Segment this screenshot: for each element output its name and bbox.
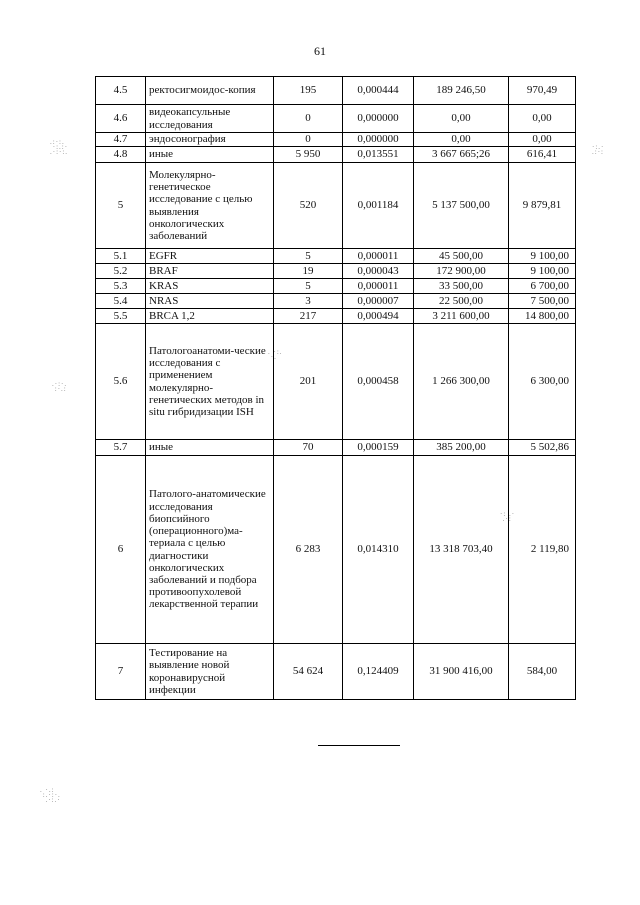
closing-rule [318,745,400,746]
service-share: 0,000458 [343,324,414,440]
service-sum: 45 500,00 [414,249,509,264]
service-average: 14 800,00 [509,309,576,324]
service-count: 70 [274,440,343,456]
service-share: 0,000444 [343,77,414,105]
scan-speckle-cell-b: ·: .· .·: [500,510,516,523]
service-average: 9 100,00 [509,249,576,264]
row-number: 5.2 [96,264,146,279]
service-share: 0,000000 [343,105,414,133]
service-count: 195 [274,77,343,105]
row-number: 4.7 [96,133,146,147]
table-row [96,264,576,279]
service-name: Патологоанатоми-ческие исследования с применением молекулярно-генетических методов in situ гибридизации ISH [146,324,274,440]
service-share: 0,000007 [343,294,414,309]
service-sum: 3 667 665;26 [414,147,509,163]
services-table [95,76,576,700]
row-number: 4.5 [96,77,146,105]
service-count: 3 [274,294,343,309]
row-number: 5.1 [96,249,146,264]
service-name: EGFR [146,249,274,264]
table-row [96,294,576,309]
service-sum: 172 900,00 [414,264,509,279]
service-name: Патолого-анатомические исследования биопсийного (операционного)ма-териала с целью диагностики онкологических заболеваний и подбора противоопухолевой лекарственной терапии [146,456,274,644]
service-average: 9 100,00 [509,264,576,279]
row-number: 5.3 [96,279,146,294]
row-number: 5 [96,163,146,249]
row-number: 4.8 [96,147,146,163]
service-average: 0,00 [509,133,576,147]
service-count: 5 950 [274,147,343,163]
service-count: 217 [274,309,343,324]
table-row [96,163,576,249]
row-number: 5.5 [96,309,146,324]
service-count: 6 283 [274,456,343,644]
service-average: 9 879,81 [509,163,576,249]
table-row [96,456,576,644]
service-sum: 5 137 500,00 [414,163,509,249]
service-share: 0,001184 [343,163,414,249]
service-count: 201 [274,324,343,440]
scan-speckle-cell-a: . ·:. ·. [268,348,283,361]
service-sum: 0,00 [414,105,509,133]
service-name: эндосонография [146,133,274,147]
service-sum: 33 500,00 [414,279,509,294]
service-average: 5 502,86 [509,440,576,456]
row-number: 5.6 [96,324,146,440]
service-name: Тестирование на выявление новой коронавирусной инфекции [146,644,274,700]
service-name: иные [146,440,274,456]
table-row [96,249,576,264]
service-share: 0,014310 [343,456,414,644]
service-name: ректосигмоидос-копия [146,77,274,105]
row-number: 6 [96,456,146,644]
scan-speckle-left-top: .:·:. ·:.:· .·:·:. [50,138,69,156]
service-sum: 31 900 416,00 [414,644,509,700]
service-sum: 13 318 703,40 [414,456,509,644]
service-name: видеокапсульные исследования [146,105,274,133]
service-share: 0,000043 [343,264,414,279]
service-share: 0,000011 [343,279,414,294]
service-count: 5 [274,279,343,294]
service-count: 54 624 [274,644,343,700]
service-average: 6 700,00 [509,279,576,294]
service-name: Молекулярно-генетическое исследование с целью выявления онкологических заболеваний [146,163,274,249]
service-sum: 189 246,50 [414,77,509,105]
table-row [96,440,576,456]
service-average: 7 500,00 [509,294,576,309]
scan-speckle-bottom-left: . ·.: :.·:·. .·:.· [40,786,61,804]
row-number: 7 [96,644,146,700]
service-name: иные [146,147,274,163]
table-row [96,279,576,294]
table-row [96,77,576,105]
table-row [96,644,576,700]
service-count: 0 [274,105,343,133]
service-sum: 22 500,00 [414,294,509,309]
service-name: BRCA 1,2 [146,309,274,324]
row-number: 4.6 [96,105,146,133]
service-average: 970,49 [509,77,576,105]
scan-speckle-left-mid: .·:·. :·.: [52,380,68,393]
service-name: BRAF [146,264,274,279]
table-row [96,147,576,163]
service-sum: 385 200,00 [414,440,509,456]
table-row [96,324,576,440]
service-name: KRAS [146,279,274,294]
table-row [96,133,576,147]
service-share: 0,000159 [343,440,414,456]
service-average: 584,00 [509,644,576,700]
row-number: 5.7 [96,440,146,456]
service-name: NRAS [146,294,274,309]
service-share: 0,000494 [343,309,414,324]
service-average: 2 119,80 [509,456,576,644]
row-number: 5.4 [96,294,146,309]
service-sum: 0,00 [414,133,509,147]
service-sum: 3 211 600,00 [414,309,509,324]
service-average: 0,00 [509,105,576,133]
service-count: 520 [274,163,343,249]
service-count: 19 [274,264,343,279]
service-sum: 1 266 300,00 [414,324,509,440]
scan-speckle-right-top: ·:.· .:·: [592,143,605,156]
service-average: 6 300,00 [509,324,576,440]
service-count: 5 [274,249,343,264]
table-row [96,105,576,133]
service-share: 0,124409 [343,644,414,700]
service-share: 0,013551 [343,147,414,163]
page-number: 61 [314,44,326,58]
service-average: 616,41 [509,147,576,163]
service-share: 0,000000 [343,133,414,147]
service-count: 0 [274,133,343,147]
table-row [96,309,576,324]
service-share: 0,000011 [343,249,414,264]
